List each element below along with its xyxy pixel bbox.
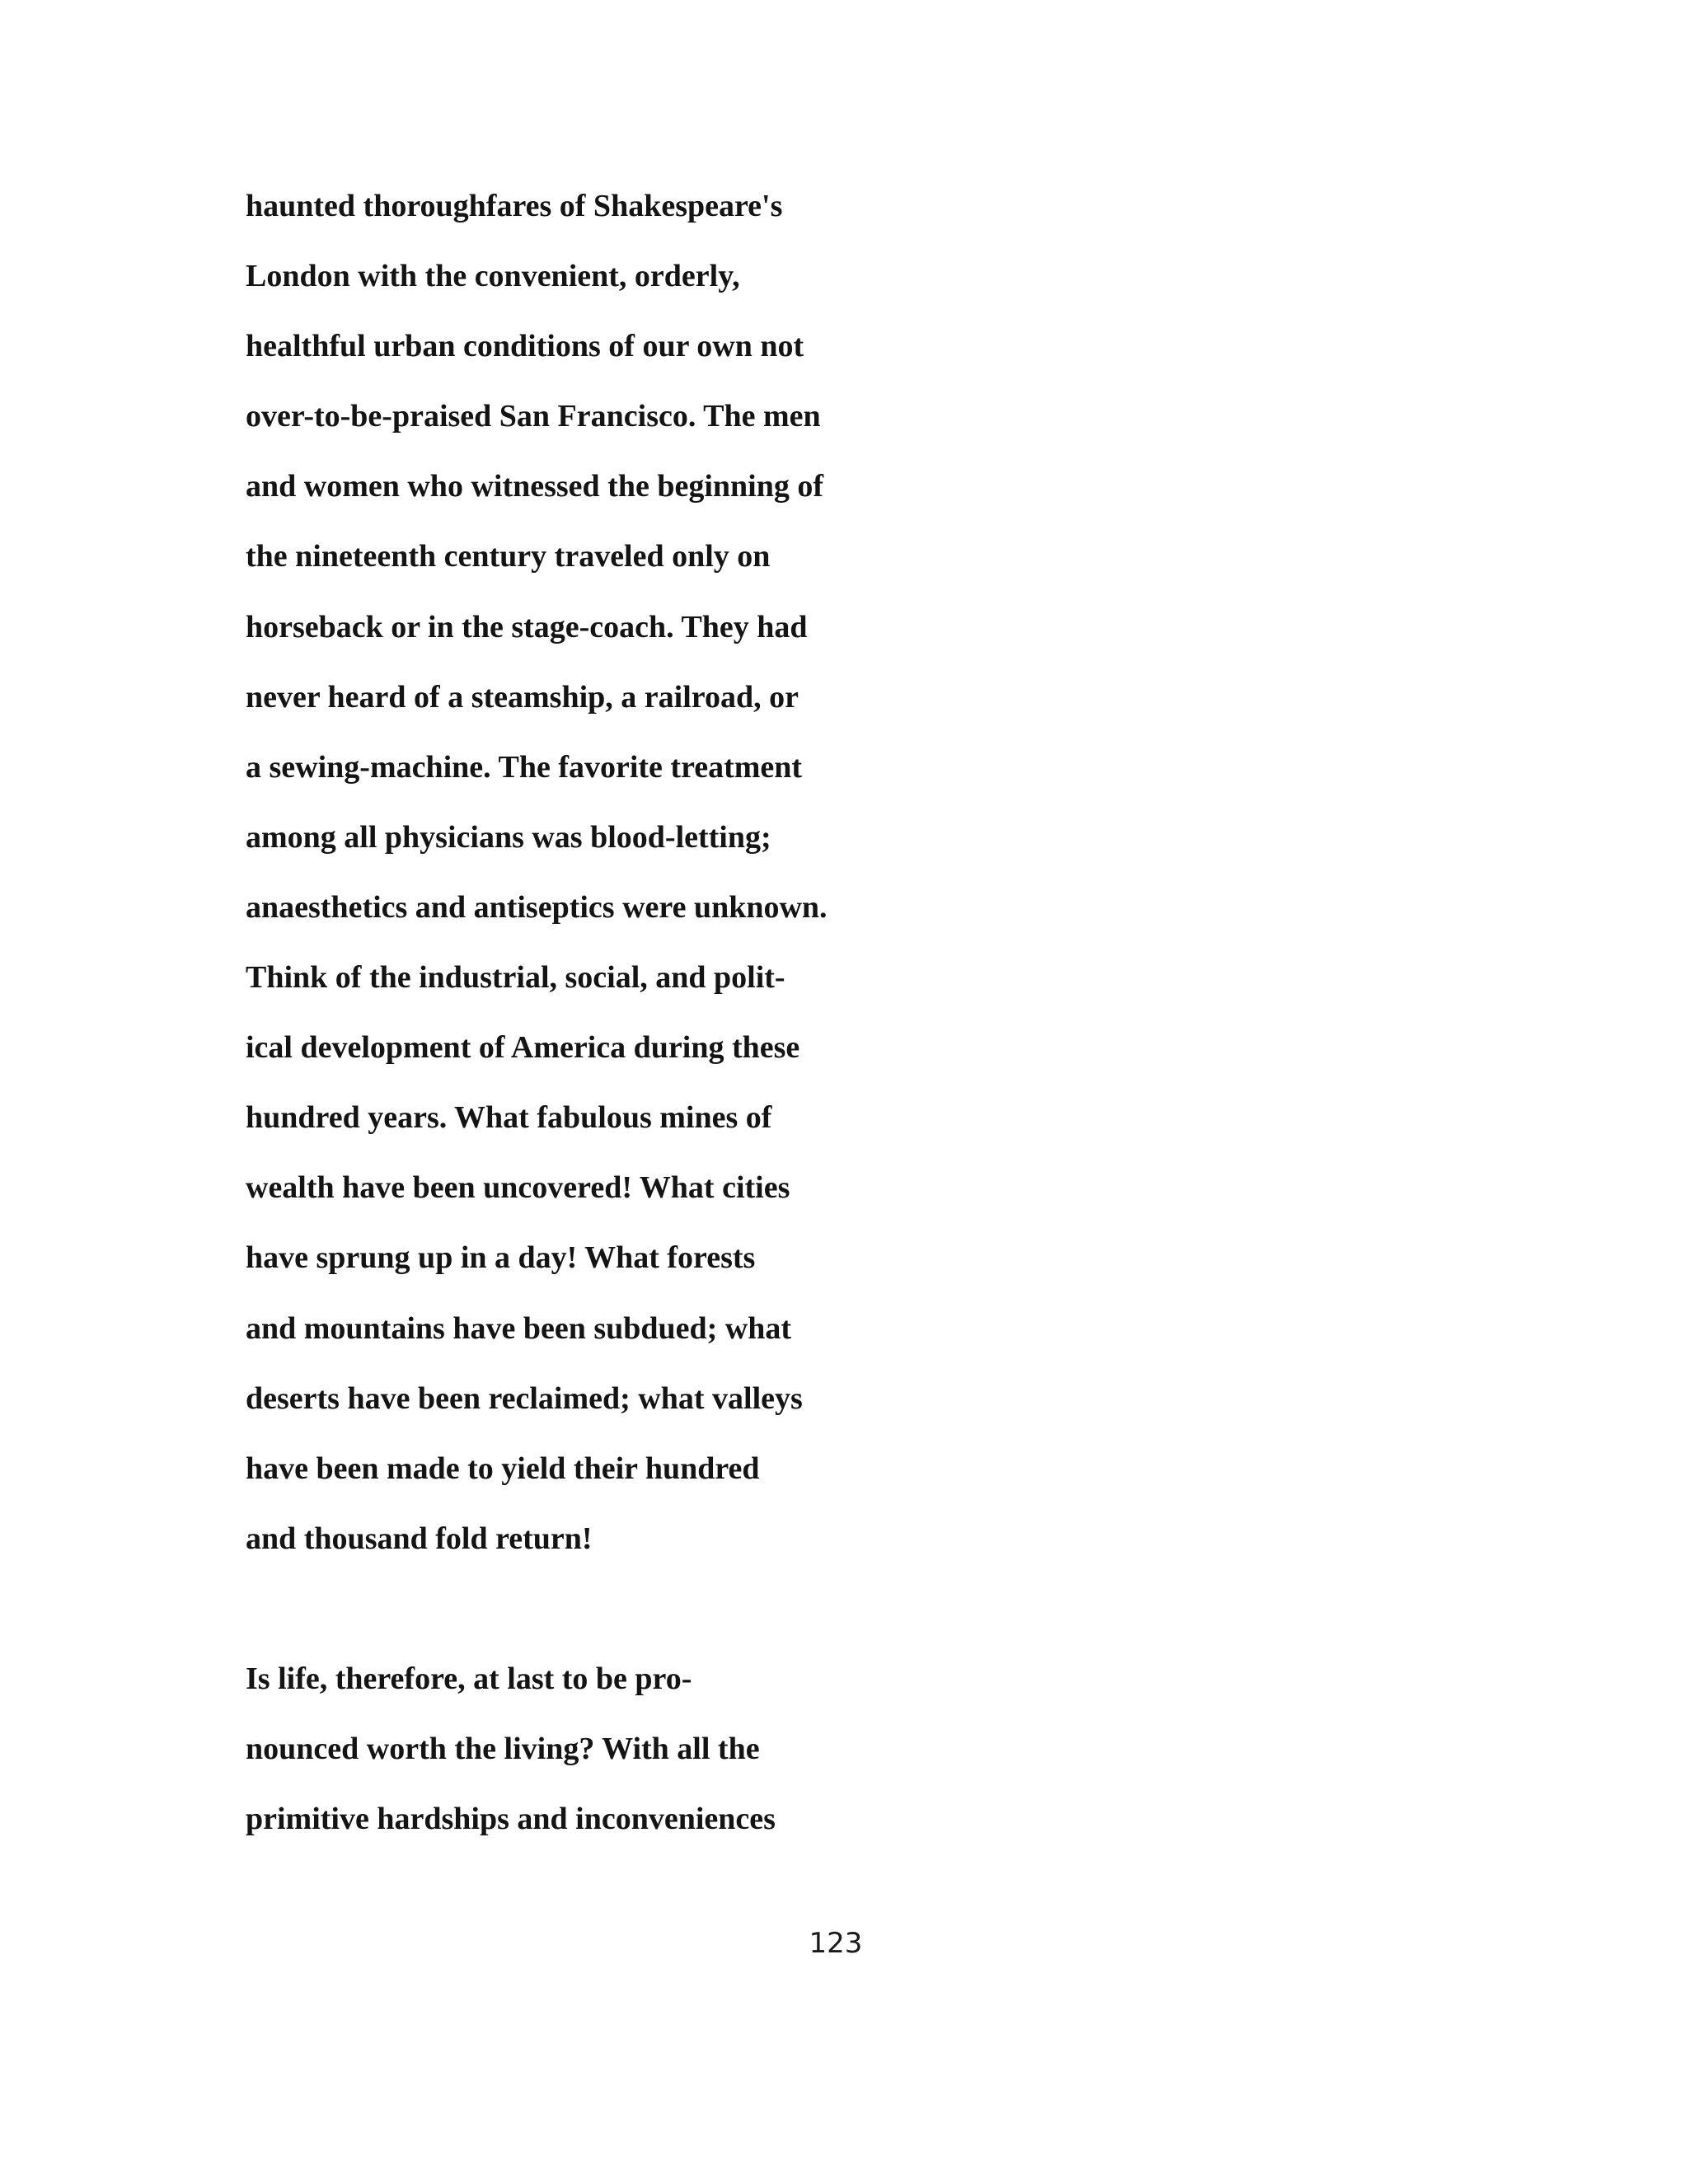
- text-line: and mountains have been subdued; what: [246, 1310, 792, 1346]
- text-line: deserts have been reclaimed; what valleys: [246, 1380, 803, 1416]
- text-line: a sewing-machine. The favorite treatment: [246, 749, 803, 785]
- text-line: anaesthetics and antiseptics were unknown.: [246, 889, 828, 925]
- text-line: wealth have been uncovered! What cities: [246, 1170, 790, 1206]
- text-line: and women who witnessed the beginning of: [246, 469, 823, 504]
- text-line: over-to-be-praised San Francisco. The men: [246, 399, 821, 434]
- text-line: the nineteenth century traveled only on: [246, 539, 771, 574]
- text-line: ical development of America during these: [246, 1030, 800, 1066]
- text-line: have sprung up in a day! What forests: [246, 1240, 756, 1276]
- paragraph-break: [246, 1588, 1235, 1658]
- text-line: horseback or in the stage-coach. They had: [246, 609, 808, 644]
- text-line: London with the convenient, orderly,: [246, 259, 740, 294]
- text-line: and thousand fold return!: [246, 1521, 593, 1556]
- text-line: primitive hardships and inconveniences: [246, 1802, 776, 1837]
- text-line: have been made to yield their hundred: [246, 1451, 760, 1486]
- text-line: hundred years. What fabulous mines of: [246, 1100, 772, 1136]
- text-line: never heard of a steamship, a railroad, or: [246, 679, 799, 715]
- page-number: 123: [809, 1927, 863, 1960]
- text-line: Is life, therefore, at last to be pro-: [246, 1661, 692, 1696]
- text-line: haunted thoroughfares of Shakespeare's: [246, 189, 783, 223]
- text-line: Think of the industrial, social, and polit-: [246, 960, 785, 996]
- paragraph: [246, 185, 1235, 1588]
- text-line: among all physicians was blood-letting;: [246, 819, 771, 855]
- body-text: [246, 185, 1235, 1868]
- paragraph: [246, 1658, 1235, 1868]
- text-line: nounced worth the living? With all the: [246, 1732, 760, 1767]
- text-line: healthful urban conditions of our own not: [246, 329, 804, 364]
